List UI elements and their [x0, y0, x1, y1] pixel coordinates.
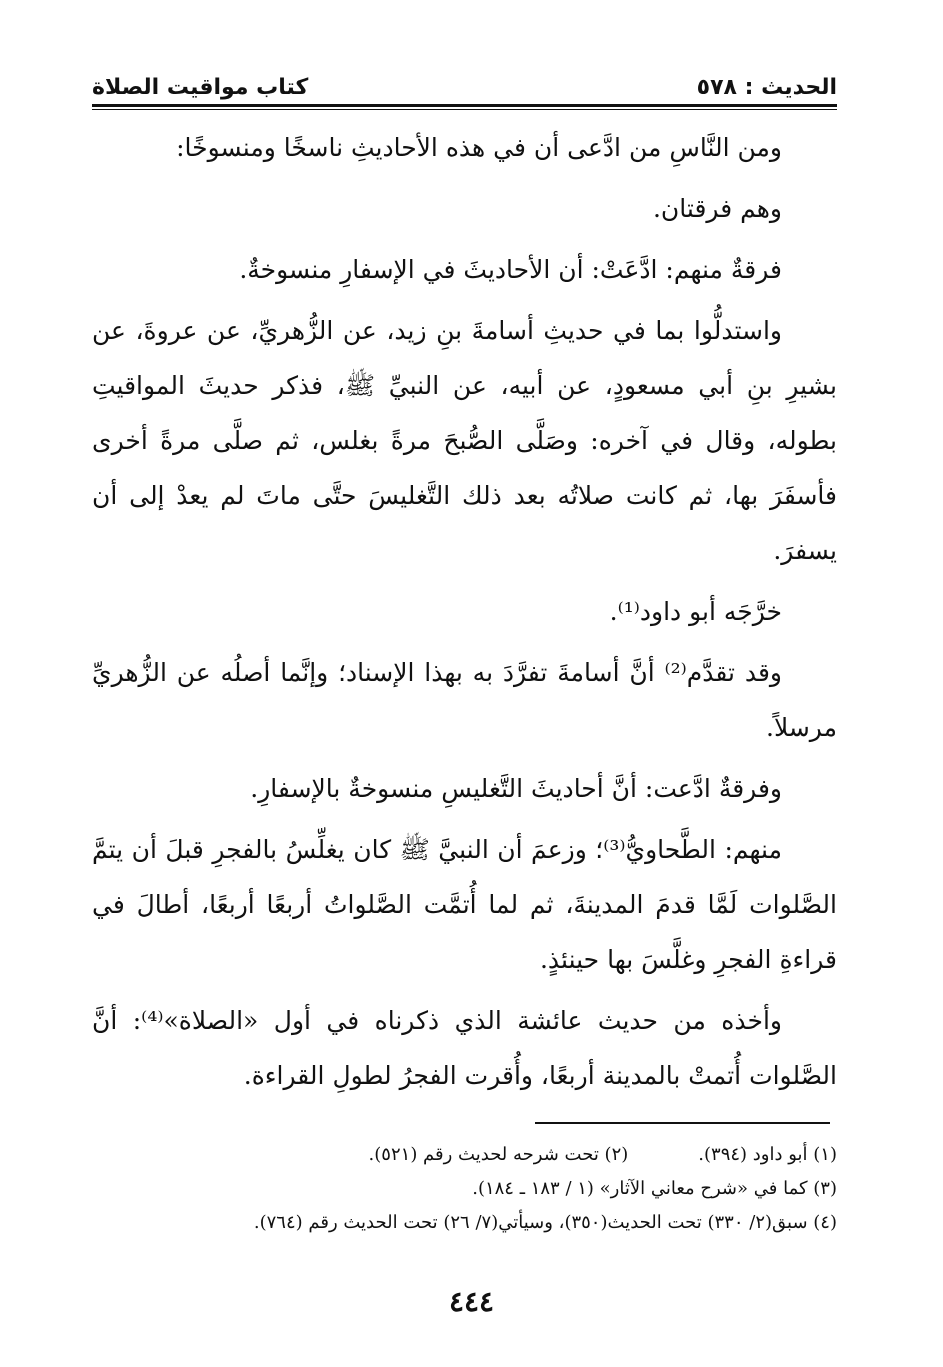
paragraph: وهم فرقتان.	[652, 194, 782, 223]
footnote-2: (٢) تحت شرحه لحديث رقم (٥٢١).	[368, 1144, 629, 1165]
footnote-4: (٤) سبق(٢/ ٣٣٠) تحت الحديث(٣٥٠)، وسيأتي(٧/ ٢٦) تحت الحديث رقم (٧٦٤).	[253, 1212, 837, 1233]
footnotes	[140, 1138, 837, 1240]
page-number: ٤٤٤	[448, 1285, 495, 1318]
paragraph: ومن النَّاسِ من ادَّعى أن في هذه الأحاديثِ ناسخًا ومنسوخًا:	[176, 133, 782, 162]
main-text	[92, 120, 837, 1109]
header-rule	[92, 104, 837, 110]
hadith-number: الحديث : ٥٧٨	[696, 75, 837, 100]
chapter-title: كتاب مواقيت الصلاة	[92, 75, 309, 100]
paragraph: واستدلُّوا بما في حديثِ أسامةَ بنِ زيد، عن الزُّهريِّ، عن عروةَ، عن بشيرِ بنِ أبي مسعودٍ، عن أبيه، عن النبيِّ ﷺ، فذكر حديثَ المواقيتِ بطوله، وقال في آخره: وصَلَّى الصُّبحَ مرةً بغلس، ثم صلَّى مرةً أخرى فأسفَرَ بها، ثم كانت صلاتُه بعد ذلك التَّغليسَ حتَّى ماتَ لم يعدْ إلى أن يسفرَ.	[92, 316, 837, 565]
paragraph: فرقةٌ منهم: ادَّعَتْ: أن الأحاديثَ في الإسفارِ منسوخةٌ.	[239, 255, 782, 284]
paragraph: وأخذه من حديث عائشة الذي ذكرناه في أول «الصلاة»⁽⁴⁾: أنَّ الصَّلوات أُتمتْ بالمدينة أربعًا، وأُقرت الفجرُ لطولِ القراءة.	[92, 1006, 837, 1090]
footnote-separator	[535, 1122, 830, 1124]
footnote-1: (١) أبو داود (٣٩٤).	[698, 1144, 837, 1165]
paragraph: وقد تقدَّم⁽²⁾ أنَّ أسامةَ تفرَّدَ به بهذا الإسناد؛ وإنَّما أصلُه عن الزُّهريِّ مرسلاً.	[92, 658, 837, 742]
running-header	[92, 60, 837, 100]
footnote-row	[140, 1138, 837, 1172]
paragraph: خرَّجَه أبو داود⁽¹⁾.	[609, 597, 782, 626]
paragraph: وفرقةٌ ادَّعت: أنَّ أحاديثَ التَّغليسِ منسوخةٌ بالإسفارِ.	[250, 774, 782, 803]
footnote-3: (٣) كما في «شرح معاني الآثار» (١ / ١٨٣ ـ ١٨٤).	[472, 1178, 837, 1199]
paragraph: منهم: الطَّحاويُّ⁽³⁾؛ وزعمَ أن النبيَّ ﷺ كان يغلِّسُ بالفجرِ قبلَ أن يتمَّ الصَّلوات لَمَّا قدمَ المدينةَ، ثم لما أُتمَّت الصَّلواتُ أربعًا أربعًا، أطالَ في قراءةِ الفجرِ وغلَّسَ بها حينئذٍ.	[92, 835, 837, 974]
